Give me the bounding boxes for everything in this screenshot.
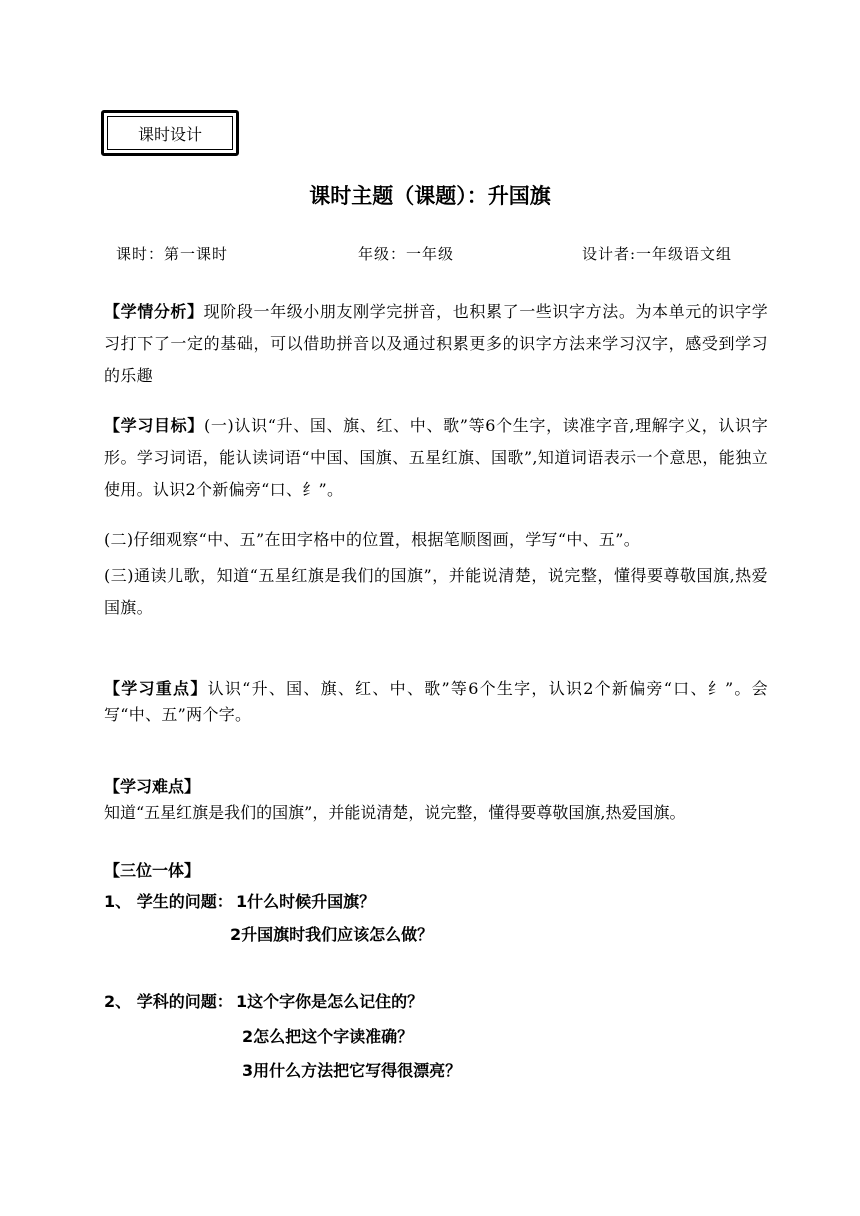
difficulties-heading: 【学习难点】	[104, 777, 201, 796]
meta-grade: 年级：一年级	[358, 245, 455, 263]
student-question-label: 1、 学生的问题：	[104, 892, 233, 911]
lesson-design-tag	[101, 110, 239, 156]
trinity-heading: 【三位一体】	[104, 861, 201, 880]
key-points-text: 认识“升、国、旗、红、中、歌”等6个生字，认识2个新偏旁“口、纟”。会写“中、五”两个字。	[104, 679, 768, 724]
subject-question-3: 3用什么方法把它写得很漂亮？	[242, 1061, 462, 1080]
key-points-heading: 【学习重点】	[104, 679, 208, 698]
meta-designer: 设计者:一年级语文组	[582, 245, 733, 263]
subject-question-1: 1这个字你是怎么记住的？	[236, 992, 424, 1011]
student-question-1: 1什么时候升国旗？	[236, 892, 376, 911]
analysis-heading: 【学情分析】	[104, 302, 204, 321]
key-points-section	[104, 676, 768, 728]
meta-period: 课时：第一课时	[116, 245, 229, 263]
subject-question-2: 2怎么把这个字读准确？	[242, 1027, 414, 1046]
goal-one-text: (一)认识“升、国、旗、红、中、歌”等6个生字，读准字音,理解字义，认识字形。学习词语，能认读词语“中国、国旗、五星红旗、国歌”,知道词语表示一个意思，能独立使用。认识2个新偏旁“口、纟”。	[104, 416, 768, 499]
analysis-section	[104, 296, 768, 392]
difficulties-text: 知道“五星红旗是我们的国旗”，并能说清楚，说完整，懂得要尊敬国旗,热爱国旗。	[104, 803, 686, 822]
goals-section	[104, 410, 768, 506]
analysis-text: 现阶段一年级小朋友刚学完拼音，也积累了一些识字方法。为本单元的识字学习打下了一定的基础，可以借助拼音以及通过积累更多的识字方法来学习汉字，感受到学习的乐趣	[104, 302, 768, 385]
subject-question-label: 2、 学科的问题：	[104, 992, 233, 1011]
goals-heading: 【学习目标】	[104, 416, 204, 435]
student-question-2: 2升国旗时我们应该怎么做？	[230, 925, 434, 944]
goal-two-text: (二)仔细观察“中、五”在田字格中的位置，根据笔顺图画，学写“中、五”。	[104, 530, 641, 549]
page-title: 课时主题（课题）：升国旗	[309, 184, 551, 208]
lesson-design-tag-label: 课时设计	[107, 116, 233, 150]
goal-three-text: (三)通读儿歌，知道“五星红旗是我们的国旗”，并能说清楚，说完整，懂得要尊敬国旗,热爱国旗。	[104, 566, 768, 617]
